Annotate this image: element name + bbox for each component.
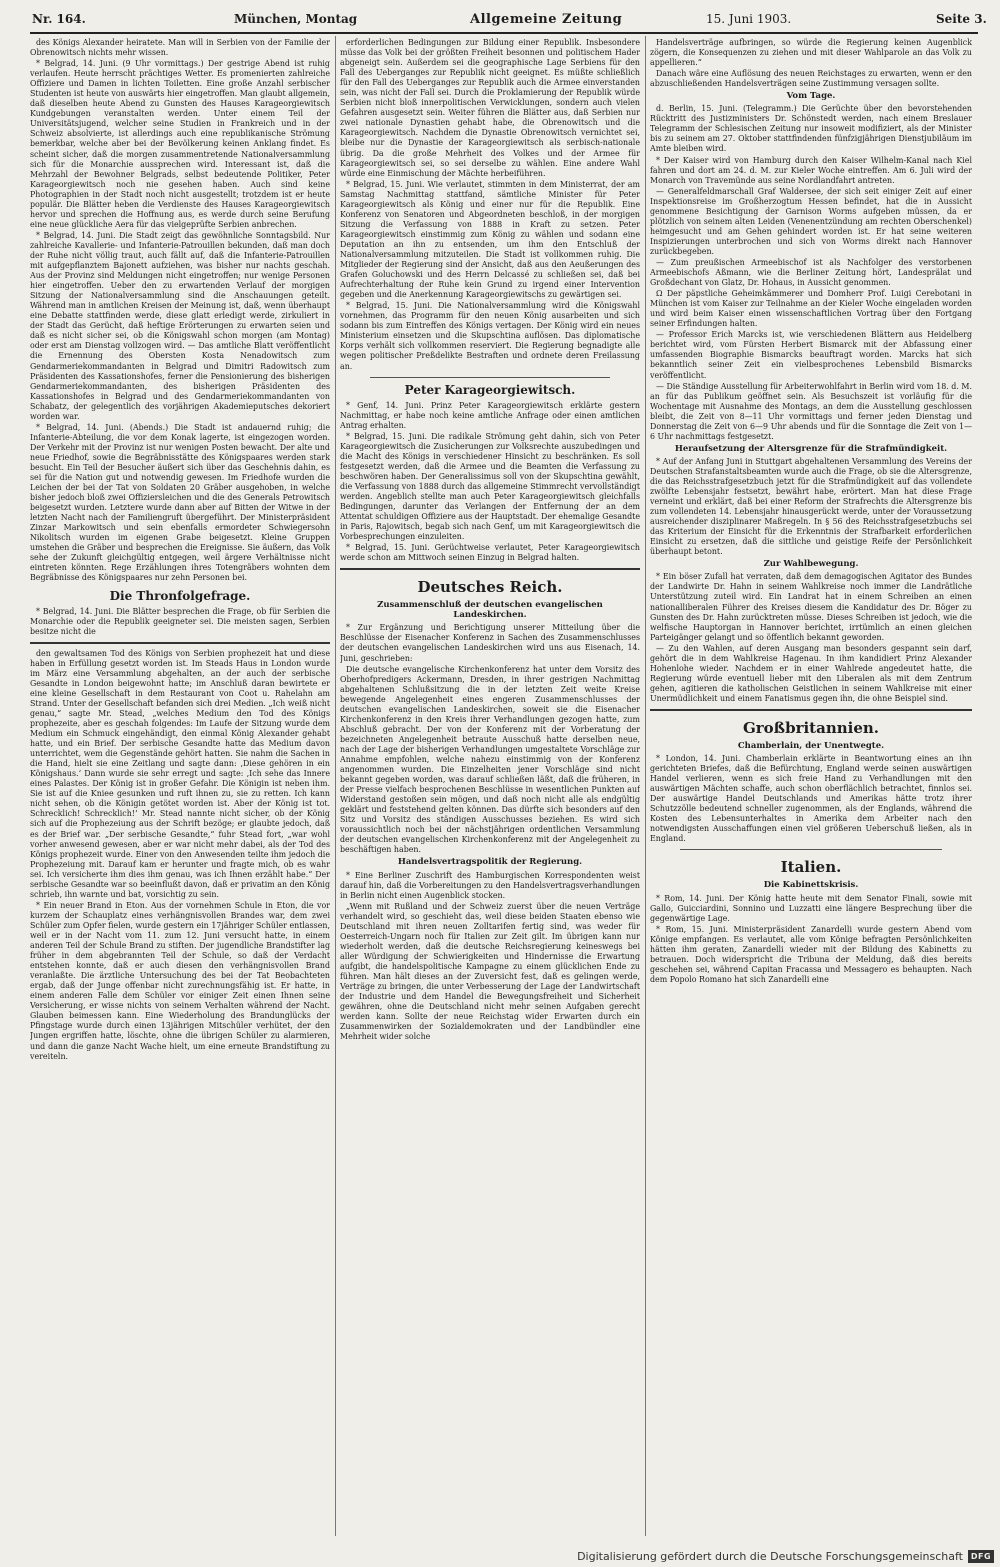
subsection-heading: Zur Wahlbewegung. <box>763 559 859 570</box>
article-paragraph: Die deutsche evangelische Kirchenkonferenz hat unter dem Vorsitz des Oberhofpredigers Ackermann, Dresden, in ihrer gestrigen Nachmittag abgehaltenen Schlußsitzung die in der letzten Zeit weite Kreise bewegende Angelegenheit eines engeren Zusammenschlusses der deutschen evangelischen Landeskirchen, soweit sie die Eisenacher Kirchenkonferenz in den Kreis ihrer Verhandlungen gezogen hatte, zum Abschluß gebracht. Der von der Konferenz mit der Vorberatung der bezeichneten Angelegenheit betraute Ausschuß hatte derselben neue, nach der Lage der bisherigen Verhandlungen umgestaltete Vorschläge zur Annahme empfohlen, welche nahezu einstimmig von der Konferenz angenommen wurden. Die Einzelheiten jener Vorschläge sind nicht bekannt gegeben worden, was darauf schließen läßt, daß die früheren, in der Presse vielfach besprochenen Beschlüsse in wesentlichen Punkten auf Widerstand gestoßen sein mögen, und daß noch nicht alle als endgültig geklärt und feststehend gelten können. Das dürfte sich besonders auf den Sitz und Vorsitz des ständigen Ausschusses beziehen. Es wird sich voraussichtlich noch bei der nächstjährigen ordentlichen Versammlung der deutschen evangelischen Kirchenkonferenz mit der Angelegenheit zu beschäftigen haben. <box>340 664 640 855</box>
article-paragraph: * Belgrad, 14. Juni. Die Stadt zeigt das gewöhnliche Sonntagsbild. Nur zahlreiche Kavallerie- und Infanterie-Patrouillen bekunden, daß man doch der Ruhe nicht völlig traut, auch fällt auf, daß die Infanterie-Patrouillen mit aufgepflanztem Bajonett aufziehen, was bisher nur nachts geschah. Aus der Provinz sind Meldungen nicht eingetroffen; nur wenige Personen hier eingetroffen. Ueber den zu erwartenden Verlauf der morgigen Sitzung der Nationalversammlung sind die Anschauungen geteilt. Während man in amtlichen Kreisen der Meinung ist, daß, wenn überhaupt eine Debatte stattfinden werde, diese glatt erledigt werde, zirkuliert in der Stadt das Gerücht, daß heftige Erörterungen zu erwarten seien und daß es nicht sicher sei, ob die Königswahl schon morgen (am Montag) oder erst am Dienstag vollzogen wird. — Das amtliche Blatt veröffentlicht die Ernennung des Obersten Kosta Nenadowitsch zum Gendarmeriekommandanten in Belgrad und Dimitri Radowitsch zum Präsidenten des Kassationshofes, ferner die Pensionierung des bisherigen Gendarmeriekommandanten, des bisherigen Präsidenten des Kassationshofes in Belgrad und des Gendarmeriekommandanten von Schabatz, der gelegentlich des vorjährigen Akademieputsches dekoriert worden war. <box>30 230 330 421</box>
subsection-heading: Die Kabinettskrisis. <box>763 880 859 891</box>
subsection-heading: Handelsvertragspolitik der Regierung. <box>397 857 583 868</box>
dfg-logo-icon: DFG <box>968 1550 994 1563</box>
issue-date: 15. Juni 1903. <box>706 12 792 26</box>
article-paragraph: * Rom, 15. Juni. Ministerpräsident Zanardelli wurde gestern Abend vom Könige empfangen. Es verlautet, alle vom Könige befragten Persönlichkeiten hätten ihm geraten, Zanardelli wieder mit der Bildung des Kabinetts zu betrauen. Doch widerspricht die Tribuna der Meldung, daß dies bereits geschehen sei, während Capitan Fracassa und Messagero es behaupten. Nach dem Popolo Romano hat sich Zanardelli eine <box>650 924 972 984</box>
subsection-heading: Zusammenschluß der deutschen evangelischen Landeskirchen. <box>377 600 603 621</box>
article-paragraph: * Belgrad, 15. Juni. Gerüchtweise verlautet, Peter Karageorgiewitsch werde schon am Mittwoch seinen Einzug in Belgrad halten. <box>340 543 640 563</box>
column-3 <box>650 38 972 1538</box>
column-rule <box>645 36 646 1536</box>
column-2 <box>340 38 640 1538</box>
article-paragraph: * Der Kaiser wird von Hamburg durch den Kaiser Wilhelm-Kanal nach Kiel fahren und dort am 24. d. M. zur Kieler Woche eintreffen. Am 6. Juli wird der Monarch von Travemünde aus seine Nordlandfahrt antreten. <box>650 155 972 185</box>
digitization-credit <box>577 1550 994 1563</box>
subsection-heading: Chamberlain, der Unentwegte. <box>737 741 885 751</box>
article-paragraph: * Ein böser Zufall hat verraten, daß dem demagogischen Agitator des Bundes der Landwirte Dr. Hahn in seinem Wahlkreise noch immer die Landrätliche Unterstützung zuteil wird. Ein Landrat hat in einem Schreiben an einen nationalliberalen Führer des Kreises diesem die Kandidatur des Dr. Böger zu Gunsten des Dr. Hahn zurücktreten müsse. Dieses Schreiben ist jedoch, wie die welfische Hauptorgan in Hannover berichtet, irrtümlich an einen gleichen Parteigänger gelangt und so öffentlich bekannt geworden. <box>650 572 972 642</box>
section-heading: Die Thronfolgefrage. <box>109 588 251 603</box>
column-rule <box>335 36 336 1536</box>
article-paragraph: erforderlichen Bedingungen zur Bildung einer Republik. Insbesondere müsse das Volk bei der größten Freiheit besonnen und politischem Hader abgeneigt sein. Außerdem sei die geographische Lage Serbiens für den Fall des Ueberganges zur Republik nicht geeignet. Es müßte schließlich für den Fall des Ueberganges zur Republik auch die Armee einverstanden sein, was nicht der Fall sei. Durch die Proklamierung der Republik würde Serbien nicht bloß innerpolitischen Verwicklungen, sondern auch vielen Gefahren ausgesetzt sein. Weiter führen die Blätter aus, daß Serbien nur zwei nationale Dynastien gehabt habe, die Obrenowitsch und die Karageorgiewitsch. Nachdem die Dynastie Obrenowitsch vernichtet sei, bleibe nur die Dynastie der Karageorgiewitsch als serbisch-nationale übrig. Da die große Mehrheit des Volkes und der Armee für Karageorgiewitsch sei, so sei derselbe zu wählen. Eine andere Wahl würde eine Einmischung der Mächte herbeiführen. <box>340 38 640 178</box>
article-paragraph: * Auf der Anfang Juni in Stuttgart abgehaltenen Versammlung des Vereins der Deutschen Strafanstaltsbeamten wurde auch die Frage, ob sie die Altersgrenze, die das Reichsstrafgesetzbuch jetzt für die Strafmündigkeit auf das vollendete zwölfte Lebensjahr festsetzt, bewährt habe, erörtert. Man hat diese Frage verneint und erklärt, daß bei einer Reform der Strafrechts die Altersgrenze bis zum vollendeten 14. Lebensjahr hinausgerückt werde, unter der Voraussetzung ausreichender disziplinarer Maßregeln. In § 56 des Reichsstrafgesetzbuchs sei das Kriterium der Einsicht für die Erkenntnis der Strafbarkeit erforderlichen Einsicht zu ersetzen, daß die sittliche und geistige Reife der Persönlichkeit überhaupt betont. <box>650 456 972 557</box>
article-paragraph: — Zum preußischen Armeebischof ist als Nachfolger des verstorbenen Armeebischofs Aßmann, wie die Berliner Zeitung hört, Landesprälat und Großdechant von Glatz, Dr. Hohaus, in Aussicht genommen. <box>650 257 972 288</box>
article-paragraph: * Belgrad, 14. Juni. (9 Uhr vormittags.) Der gestrige Abend ist ruhig verlaufen. Heute herrscht prächtiges Wetter. Es promenierten zahlreiche Offiziere und Damen in lichten Toiletten. Eine große Anzahl serbischer Studenten ist heute von auswärts hier eingetroffen. Man glaubt allgemein, daß dieselben heute Abend zu Gunsten des Hauses Karageorgiewitsch Kundgebungen veranstalten werden. Unter einem Teil der Universitätsjugend, welcher seine Studien in Frankreich und in der Schweiz absolvierte, ist allerdings auch eine republikanische Strömung bemerkbar, welche aber bei der Bevölkerung keinen Anklang findet. Es scheint sicher, daß die morgen zusammentretende Nationalversammlung sich für die Monarchie aussprechen wird. Interessant ist, daß die Mehrzahl der Bewohner Belgrads, selbst bedeutende Politiker, Peter Karageorgiewitsch noch nie gesehen haben. Auch sind keine Photographien in der Stadt noch nicht ausgestellt; trotzdem ist er heute populär. Die Blätter heben die Verdienste des Hauses Karageorgiewitsch hervor und sprechen die Hoffnung aus, es werde durch seine Berufung eine neue glückliche Aera für das vielgeprüfte Serbien anbrechen. <box>30 59 330 229</box>
section-rule <box>340 568 640 570</box>
article-paragraph: * London, 14. Juni. Chamberlain erklärte in Beantwortung eines an ihn gerichteten Briefes, daß die Befürchtung, England werde seinen auswärtigen Handel verlieren, wenn es sich freie Hand zu Verhandlungen mit den auswärtigen Mächten schaffe, auch schon oberflächlich betrachtet, finnlos sei. Der auswärtige Handel Deutschlands und Amerikas hätte trotz ihrer Schutzzölle bedeutend schneller zugenommen, als der Englands, während die Kosten des Lebensunterhaltes in Amerika dem Arbeiter nach den notwendigsten Ausschaffungen einen viel größeren Ueberschuß ließen, als in England. <box>650 754 972 844</box>
article-paragraph: — Generalfeldmarschall Graf Waldersee, der sich seit einiger Zeit auf einer Inspektionsreise im Großherzogtum Hessen befindet, hat die in Aussicht genommene Besichtigung der Garnison Worms aufgeben müssen, da er plötzlich von seinem alten Leiden (Venenentzündung am rechten Oberschenkel) heimgesucht und am Gehen gehindert worden ist. Er hat seine weiteren Inspizierungen unterbrochen und sich von Worms direkt nach Hannover zurückbegeben. <box>650 186 972 256</box>
issue-number: Nr. 164. <box>32 12 86 26</box>
article-paragraph: * Belgrad, 15. Juni. Die Nationalversammlung wird die Königswahl vornehmen, das Programm für den neuen König ausarbeiten und sich sodann bis zum Eintreffen des Königs vertagen. Der König wird ein neues Ministerium einsetzen und die Skupschtina auflösen. Das diplomatische Korps verhält sich vollkommen reserviert. Die Regierung begnadigte alle wegen politischer Preßdelikte Bestraften und ordnete deren Freilassung an. <box>340 301 640 371</box>
article-paragraph: Ω Der päpstliche Geheimkämmerer und Domherr Prof. Luigi Cerebotani in München ist vom Kaiser zur Teilnahme an der Kieler Woche eingeladen worden und wird beim Kaiser einen wissenschaftlichen Vortrag über den Fortgang seiner Erfindungen halten. <box>650 289 972 329</box>
article-paragraph: — Professor Erich Marcks ist, wie verschiedenen Blättern aus Heidelberg berichtet wird, vom Fürsten Herbert Bismarck mit der Abfassung einer umfassenden Biographie Bismarcks beauftragt worden. Marcks hat sich bekanntlich seiner Zeit ein vielbesprochenes Lebensbild Bismarcks veröffentlicht. <box>650 330 972 380</box>
article-paragraph: * Ein neuer Brand in Eton. Aus der vornehmen Schule in Eton, die vor kurzem der Schauplatz eines verhängnisvollen Brandes war, dem zwei Schüler zum Opfer fielen, wurde gestern ein 17jähriger Schüler entlassen, weil er in der Nacht vom 11. zum 12. Juni versucht hatte, in einem anderen Teil der Schule Brand zu stiften. Der jugendliche Brandstifter lag früher in dem abgebrannten Teil der Schule, so daß der Verdacht entstehen konnte, daß er auch diesen den verhängnisvollen Brand veranlaßte. Die ärztliche Untersuchung des bei der Tat Beobachteten ergab, daß der Junge offenbar nicht zurechnungsfähig ist. Er hatte, in einem anderen Falle dem Schüler vor einiger Zeit einen Ihnen seine Versicherung, er wisse nichts von seinem Verhalten während der Nacht. Glauben beimessen kann. Eine Wiederholung des Brandunglücks der Pfingstage wurde durch einen 13jährigen Mitschüler verhütet, der den Jungen ergriffen hatte, löschte, ohne die übrigen Schüler zu alarmieren, und dann die ganze Nacht Wache hielt, um eine erneute Brandstiftung zu vereiteln. <box>30 900 330 1061</box>
article-paragraph: — Die Ständige Ausstellung für Arbeiterwohlfahrt in Berlin wird vom 18. d. M. an für das Publikum geöffnet sein. Als Besuchszeit ist vorläufig für die Wochentage mit Ausnahme des Montags, an dem die Ausstellung geschlossen bleibt, die Zeit von 8—11 Uhr vormittags und ferner jeden Dienstag und Donnerstag die Zeit von 6—9 Uhr abends und für die Sonntage die Zeit von 1—6 Uhr nachmittags festgesetzt. <box>650 381 972 441</box>
article-paragraph: * Genf, 14. Juni. Prinz Peter Karageorgiewitsch erklärte gestern Nachmittag, er habe noch keine amtliche Anfrage oder einen amtlichen Antrag erhalten. <box>340 400 640 430</box>
credit-text: Digitalisierung gefördert durch die Deutsche Forschungsgemeinschaft <box>577 1550 963 1563</box>
section-divider <box>680 849 942 850</box>
section-heading: Peter Karageorgiewitsch. <box>404 382 576 397</box>
subsection-heading: Vom Tage. <box>786 91 836 102</box>
article-paragraph: * Eine Berliner Zuschrift des Hamburgischen Korrespondenten weist darauf hin, daß die Vorbereitungen zu den Handelsvertragsverhandlungen in Berlin nicht einen Augenblick stocken. <box>340 870 640 900</box>
section-heading: Italien. <box>780 858 842 877</box>
article-paragraph: den gewaltsamen Tod des Königs von Serbien prophezeit hat und diese haben in Erfüllung gesetzt worden ist. Im Steads Haus in London wurde im März eine Versammlung abgehalten, an der auch der serbische Gesandte in London beigewohnt hatte; im Anschluß daran bewirtete er eine kleine Gesellschaft in dem Restaurant von Coot u. Rahelahn am Strand. Unter der Gesellschaft befanden sich drei Medien. „Ich weiß nicht genau,“ sagte Mr. Stead, „welches Medium den Tod des Königs prophezeite, aber es geschah folgendes: Im Laufe der Sitzung wurde dem Medium ein Schmuck eingehändigt, den einmal König Alexander gehabt hatte, und ein Brief. Der serbische Gesandte hatte das Medium davon unterrichtet, wem die Gegenstände gehört hatten. Sie nahm die Sachen in die Hand, hielt sie eine Zeitlang und sagte dann: ‚Diese gehören in ein Königshaus.‘ Dann wurde sie sehr erregt und sagte: ‚Ich sehe das Innere eines Palastes. Der König ist in großer Gefahr. Die Königin ist neben ihm. Sie ist auf die Kniee gesunken und ruft ihnen zu, sie zu retten. Ich kann nicht sehen, ob die Königin getötet worden ist. Aber der König ist tot. Schrecklich! Schrecklich!‘ Mr. Stead nannte nicht sicher, ob der König sich auf die Prophezeiung aus der Schrift bezöge; er glaubte jedoch, daß es der Brief war. „Der serbische Gesandte,“ fuhr Stead fort, „war wohl vorher anwesend gewesen, aber er war nicht mehr dabei, als der Tod des Königs prophezeit wurde. Einer von den Anwesenden teilte ihm jedoch die Prophezeiung mit. Darauf kam er herunter und fragte mich, ob es wahr sei. Ich versicherte ihm dies ihm genau, was ich Ihnen erzählt habe.“ Der serbische Gesandte war so beeinflußt davon, daß er privatim an den König schrieb, ihn warnte und bat, vorsichtig zu sein. <box>30 648 330 899</box>
column-1 <box>30 38 330 1538</box>
article-paragraph: * Belgrad, 14. Juni. (Abends.) Die Stadt ist andauernd ruhig; die Infanterie-Abteilung, die vor dem Konak lagerte, ist eingezogen worden. Der Verkehr mit der Provinz ist nur wenigen Posten bewacht. Der alte und neue Friedhof, sowie die Begräbnisstätte des Königspaares werden stark besucht. Ein Teil der Besucher äußert sich über das Geschehnis dahin, es sei für die Nation gut und notwendig gewesen. Im Friedhofe wurden die Leichen der bei der Tat von Soldaten 20 Gräber ausgehoben, in welche bisher jedoch bloß zwei Offiziersleichen und die des Generals Petrowitsch beigesetzt wurden. Letztere wurde dann aber auf Bitten der Witwe in der letzten Nacht nach der Familiengruft übergeführt. Der Ministerpräsident Zinzar Markowitsch und sein ebenfalls ermordeter Schwiegersohn Nikolitsch wurden im eigenen Grabe beigesetzt. Kleine Gruppen umstehen die Gräber und besprechen die Ereignisse. Sie äußern, das Volk sehe der Zukunft gleichgültig entgegen, weil ärgere Verhältnisse nicht eintreten könnten. Rege Erzählungen ihres Totengräbers wohnten dem Begräbnisse des Königspaares nur zehn Personen bei. <box>30 422 330 583</box>
article-paragraph: Danach wäre eine Auflösung des neuen Reichstages zu erwarten, wenn er den abzuschließenden Handelsverträgen seine Zustimmung versagen sollte. <box>650 69 972 89</box>
article-paragraph: * Zur Ergänzung und Berichtigung unserer Mitteilung über die Beschlüsse der Eisenacher Konferenz in Sachen des Zusammenschlusses der deutschen evangelischen Landeskirchen wird uns aus Eisenach, 14. Juni, geschrieben: <box>340 623 640 663</box>
subsection-heading: Heraufsetzung der Altersgrenze für die Strafmündigkeit. <box>674 443 948 454</box>
section-heading: Deutsches Reich. <box>417 578 563 597</box>
article-paragraph: Handelsverträge aufbringen, so würde die Regierung keinen Augenblick zögern, die Konsequenzen zu ziehen und mit dieser Wahlparole an das Volk zu appellieren.“ <box>650 38 972 68</box>
article-paragraph: „Wenn mit Rußland und der Schweiz zuerst über die neuen Verträge verhandelt wird, so geschieht das, weil diese beiden Staaten ebenso wie Deutschland mit ihren neuen Zolltarifen fertig sind, was weder für Oesterreich-Ungarn noch für Italien zur Zeit gilt. Im übrigen kann nur wiederholt werden, daß die deutsche Reichsregierung keineswegs bei aller Würdigung der Schwierigkeiten und Hindernisse die Erwartung aufgibt, die handelspolitische Kampagne zu einem glücklichen Ende zu führen. Man hält dieses an der Zuversicht fest, daß es gelingen werde, Verträge zu bringen, die unter Verbesserung der Lage der Landwirtschaft der Industrie und dem Handel die Bewegungsfreiheit und Sicherheit gewähren, ohne die Deutschland nicht mehr seinen Aufgaben gerecht werden kann. Sollte der neue Reichstag wider Erwarten durch ein Zusammenwirken der Sozialdemokraten und der Landbündler eine Mehrheit wider solche <box>340 901 640 1042</box>
page-header <box>30 6 987 34</box>
section-divider <box>370 377 610 378</box>
section-heading: Großbritannien. <box>742 719 880 737</box>
article-paragraph: * Belgrad, 15. Juni. Wie verlautet, stimmten in dem Ministerrat, der am Samstag Nachmittag stattfand, sämtliche Minister für Peter Karageorgiewitsch als König und einer nur für die Republik. Eine Konferenz von Senatoren und Abgeordneten beschloß, in der morgigen Sitzung die Verfassung von 1888 in Kraft zu setzen. Peter Karageorgiewitsch einstimmig zum König zu wählen und sodann eine Deputation an ihn zu entsenden, um ihm den Entschluß der Nationalversammlung mitzuteilen. Die Stadt ist vollkommen ruhig. Die Mitglieder der Regierung sind der Ansicht, daß aus den Aeußerungen des Grafen Goluchowski und des Herrn Delcassé zu schließen sei, daß bei Aufrechterhaltung der Ruhe kein Grund zu irgend einer Intervention gegeben und die Anerkennung Karageorgiewitschs zu gewärtigen sei. <box>340 179 640 300</box>
place-day: München, Montag <box>234 12 358 26</box>
article-paragraph: d. Berlin, 15. Juni. (Telegramm.) Die Gerüchte über den bevorstehenden Rücktritt des Justizministers Dr. Schönstedt werden, nach einem Breslauer Telegramm der Schlesischen Zeitung nur insoweit modifiziert, als der Minister bis zu seinem am 27. Oktober stattfindenden fünfzigjährigen Dienstjubiläum im Amte bleiben wird. <box>650 104 972 154</box>
article-paragraph: * Belgrad, 15. Juni. Die radikale Strömung geht dahin, sich von Peter Karageorgiewitsch die Zusicherungen zur Volksrechte auszubedingen und die Macht des Königs in verschiedener Hinsicht zu beschränken. Es soll festgesetzt werden, daß die Armee und die Beamten die Verfassung zu beschwören haben. Der Generalissimus soll von der Skupschtina gewählt, die Verfassung von 1888 durch das allgemeine Stimmrecht vervollständigt werden. Angeblich stellte man auch Peter Karageorgiewitsch gleichfalls Bedingungen, darunter das Verlangen der Entfernung der an dem Attentat schuldigen Offiziere aus der Hauptstadt. Der ehemalige Gesandte in Paris, Rajowitsch, begab sich nach Genf, um mit Karageorgiewitsch die Vorbesprechungen einzuleiten. <box>340 431 640 542</box>
article-paragraph: * Belgrad, 14. Juni. Die Blätter besprechen die Frage, ob für Serbien die Monarchie oder die Republik geeigneter sei. Die meisten sagen, Serbien besitze nicht die <box>30 606 330 636</box>
article-paragraph: — Zu den Wahlen, auf deren Ausgang man besonders gespannt sein darf, gehört die in dem Wahlkreise Hagenau. In ihm kandidiert Prinz Alexander Hohenlohe wieder. Nachdem er in einer Wahlrede angedeutet hatte, die Regierung würde eventuell lieber mit den Liberalen als mit dem Zentrum gehen, agitieren die katholischen Geistlichen in seinem Wahlkreise mit einer Unermüdlichkeit und einem Fanatismus gegen ihn, die ohne Beispiel sind. <box>650 643 972 703</box>
newspaper-title: Allgemeine Zeitung <box>470 12 623 27</box>
article-paragraph: des Königs Alexander heiratete. Man will in Serbien von der Familie der Obrenowitsch nichts mehr wissen. <box>30 38 330 58</box>
page-number: Seite 3. <box>936 12 987 26</box>
section-rule <box>30 642 330 644</box>
article-paragraph: * Rom, 14. Juni. Der König hatte heute mit dem Senator Finali, sowie mit Gallo, Guicciardini, Sonnino und Luzzatti eine längere Besprechung über die gegenwärtige Lage. <box>650 893 972 923</box>
section-rule <box>650 709 972 711</box>
